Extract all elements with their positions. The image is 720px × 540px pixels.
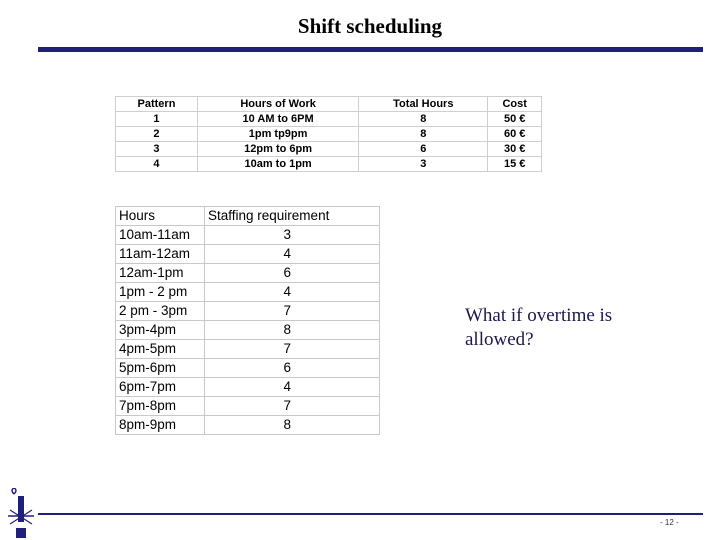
hours-cell: 3pm-4pm bbox=[116, 321, 205, 340]
page-number: - 12 - bbox=[660, 518, 679, 527]
total-hours-cell: 8 bbox=[359, 127, 488, 142]
requirement-cell: 7 bbox=[205, 397, 380, 416]
column-header: Hours bbox=[116, 207, 205, 226]
requirement-cell: 4 bbox=[205, 245, 380, 264]
page-title: Shift scheduling bbox=[297, 14, 443, 38]
hours-cell: 10am to 1pm bbox=[197, 157, 358, 172]
header-rule bbox=[38, 47, 703, 52]
hours-cell: 1pm tp9pm bbox=[197, 127, 358, 142]
hours-cell: 2 pm - 3pm bbox=[116, 302, 205, 321]
table-row bbox=[116, 264, 380, 283]
table-row bbox=[116, 226, 380, 245]
pattern-cell: 4 bbox=[116, 157, 198, 172]
pattern-cell: 1 bbox=[116, 112, 198, 127]
requirement-cell: 4 bbox=[205, 378, 380, 397]
table-row bbox=[116, 416, 380, 435]
hours-cell: 10 AM to 6PM bbox=[197, 112, 358, 127]
requirement-cell: 7 bbox=[205, 302, 380, 321]
staffing-requirements-table bbox=[115, 206, 380, 435]
table-row bbox=[116, 378, 380, 397]
table-header-row bbox=[116, 207, 380, 226]
cost-cell: 30 € bbox=[488, 142, 542, 157]
footer-rule bbox=[38, 513, 703, 515]
lighthouse-logo-icon bbox=[4, 488, 38, 540]
column-header: Total Hours bbox=[359, 97, 488, 112]
cost-cell: 15 € bbox=[488, 157, 542, 172]
hours-cell: 6pm-7pm bbox=[116, 378, 205, 397]
requirement-cell: 4 bbox=[205, 283, 380, 302]
pattern-cell: 3 bbox=[116, 142, 198, 157]
table-row bbox=[116, 245, 380, 264]
hours-cell: 12am-1pm bbox=[116, 264, 205, 283]
column-header: Cost bbox=[488, 97, 542, 112]
cost-cell: 50 € bbox=[488, 112, 542, 127]
column-header: Staffing requirement bbox=[205, 207, 380, 226]
requirement-cell: 7 bbox=[205, 340, 380, 359]
total-hours-cell: 6 bbox=[359, 142, 488, 157]
table-row bbox=[116, 157, 542, 172]
total-hours-cell: 3 bbox=[359, 157, 488, 172]
hours-cell: 12pm to 6pm bbox=[197, 142, 358, 157]
requirement-cell: 8 bbox=[205, 321, 380, 340]
table-row bbox=[116, 340, 380, 359]
requirement-cell: 8 bbox=[205, 416, 380, 435]
table-row bbox=[116, 359, 380, 378]
table-row bbox=[116, 283, 380, 302]
hours-cell: 5pm-6pm bbox=[116, 359, 205, 378]
table-row bbox=[116, 321, 380, 340]
table-header-row bbox=[116, 97, 542, 112]
table-row bbox=[116, 142, 542, 157]
requirement-cell: 6 bbox=[205, 264, 380, 283]
hours-cell: 4pm-5pm bbox=[116, 340, 205, 359]
hours-cell: 1pm - 2 pm bbox=[116, 283, 205, 302]
hours-cell: 10am-11am bbox=[116, 226, 205, 245]
column-header: Pattern bbox=[116, 97, 198, 112]
cost-cell: 60 € bbox=[488, 127, 542, 142]
hours-cell: 11am-12am bbox=[116, 245, 205, 264]
table-row bbox=[116, 397, 380, 416]
requirement-cell: 6 bbox=[205, 359, 380, 378]
table-row bbox=[116, 127, 542, 142]
column-header: Hours of Work bbox=[197, 97, 358, 112]
total-hours-cell: 8 bbox=[359, 112, 488, 127]
table-row bbox=[116, 112, 542, 127]
requirement-cell: 3 bbox=[205, 226, 380, 245]
table-row bbox=[116, 302, 380, 321]
shift-patterns-table bbox=[115, 96, 542, 172]
hours-cell: 8pm-9pm bbox=[116, 416, 205, 435]
overtime-question: What if overtime is allowed? bbox=[465, 305, 613, 350]
hours-cell: 7pm-8pm bbox=[116, 397, 205, 416]
pattern-cell: 2 bbox=[116, 127, 198, 142]
